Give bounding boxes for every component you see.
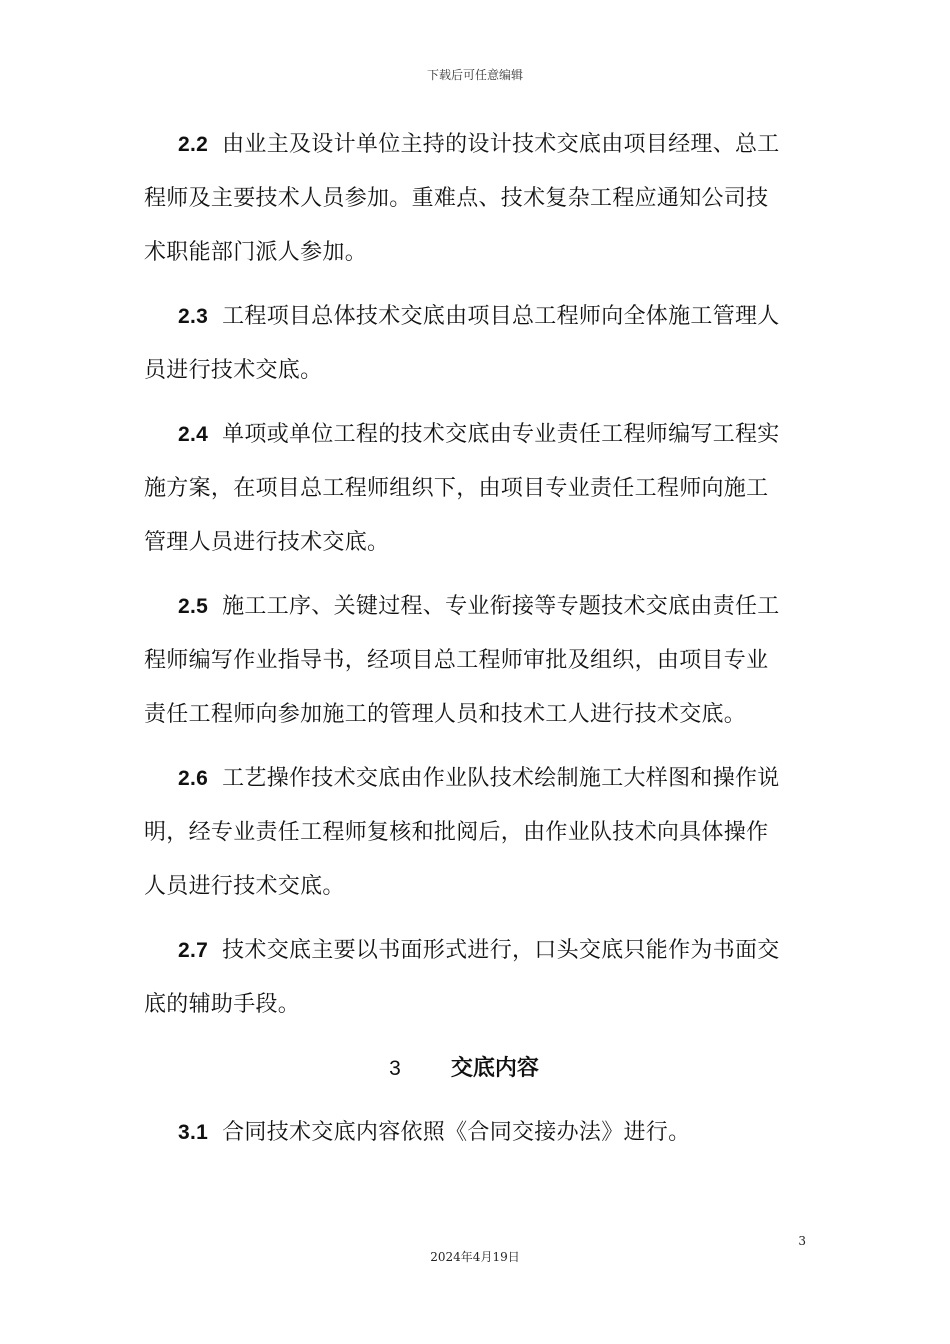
section-title: 交底内容 bbox=[450, 1056, 539, 1081]
paragraph-2-4 bbox=[144, 408, 784, 570]
clause-number: 2.7 bbox=[178, 939, 209, 962]
paragraph-2-6 bbox=[144, 752, 784, 914]
clause-text: 工艺操作技术交底由作业队技术绘制施工大样图和操作说明，经专业责任工程师复核和批阅后，由作业队技术向具体操作人员进行技术交底。 bbox=[144, 766, 780, 899]
footer-date: 2024年4月19日 bbox=[430, 1250, 520, 1264]
paragraph-3-1 bbox=[144, 1106, 784, 1160]
clause-text: 工程项目总体技术交底由项目总工程师向全体施工管理人员进行技术交底。 bbox=[144, 304, 780, 383]
section-number: 3 bbox=[389, 1057, 401, 1080]
header-note: 下载后可任意编辑 bbox=[426, 68, 523, 82]
clause-number: 2.2 bbox=[178, 133, 209, 156]
clause-number: 2.6 bbox=[178, 767, 209, 790]
paragraph-2-7 bbox=[144, 924, 784, 1032]
clause-number: 2.4 bbox=[178, 423, 209, 446]
paragraph-2-5 bbox=[144, 580, 784, 742]
clause-text: 施工工序、关键过程、专业衔接等专题技术交底由责任工程师编写作业指导书，经项目总工程师审批及组织，由项目专业责任工程师向参加施工的管理人员和技术工人进行技术交底。 bbox=[144, 594, 780, 727]
paragraph-2-3 bbox=[144, 290, 784, 398]
page-number: 3 bbox=[798, 1234, 806, 1248]
clause-text: 合同技术交底内容依照《合同交接办法》进行。 bbox=[222, 1120, 691, 1145]
clause-number: 2.3 bbox=[178, 305, 209, 328]
section-heading bbox=[144, 1042, 784, 1096]
clause-text: 单项或单位工程的技术交底由专业责任工程师编写工程实施方案，在项目总工程师组织下，由项目专业责任工程师向施工管理人员进行技术交底。 bbox=[144, 422, 780, 555]
paragraph-2-2 bbox=[144, 118, 784, 280]
clause-text: 技术交底主要以书面形式进行，口头交底只能作为书面交底的辅助手段。 bbox=[144, 938, 780, 1017]
clause-text: 由业主及设计单位主持的设计技术交底由项目经理、总工程师及主要技术人员参加。重难点、技术复杂工程应通知公司技术职能部门派人参加。 bbox=[144, 132, 780, 265]
clause-number: 3.1 bbox=[178, 1121, 209, 1144]
clause-number: 2.5 bbox=[178, 595, 209, 618]
document-body bbox=[144, 118, 784, 1170]
